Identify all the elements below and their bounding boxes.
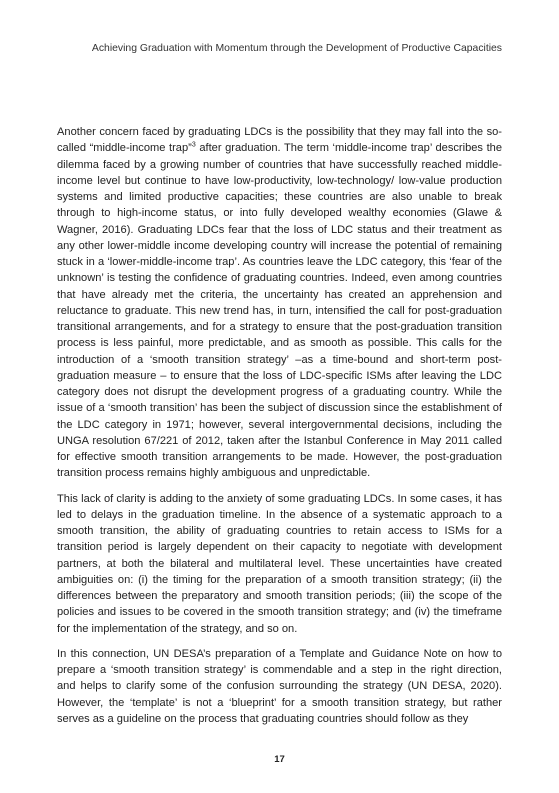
page-number: 17	[274, 754, 285, 765]
paragraph-un-desa-template: In this connection, UN DESA’s preparation of a Template and Guidance Note on how to prepare a ‘smooth transition strategy’ is commendable and a step in the right direction, and helps to clarify some of the confusion surrounding the strategy (UN DESA, 2020). However, the ‘template’ is not a ‘blueprint’ for a smooth transition strategy, but rather serves as a guideline on the process that graduating countries should follow as they	[57, 647, 502, 725]
footnote-reference[interactable]: 3	[191, 141, 196, 149]
body-text	[57, 124, 502, 736]
paragraph-text-end: after graduation. The term ‘middle-income trap’ describes the dilemma faced by a growing number of countries that have successfully reached middle-income level but continue to have low-productivity, low-technology/ low-value production systems and limited productive capacities; these countries are also unable to break through to high-income status, or into fully developed wealthy economies (Glawe & Wagner, 2016). Graduating LDCs fear that the loss of LDC status and their treatment as any other lower-middle income developing country will increase the potential of remaining stuck in a ‘lower-middle-income trap’. As countries leave the LDC category, this ‘fear of the unknown’ is testing the confidence of graduating countries. Indeed, even among countries that have already met the criteria, the uncertainty has created an apprehension and reluctance to graduate. This new trend has, in turn, intensified the call for post-graduation transitional arrangements, and for a strategy to ensure that the post-graduation transition process is less painful, more predictable, and as smooth as possible. This calls for the introduction of a ‘smooth transition strategy’ –as a time-bound and short-term post-graduation measure – to ensure that the loss of LDC-specific ISMs after leaving the LDC category does not disrupt the development progress of a graduating country. While the issue of a ‘smooth transition’ has been the subject of discussion since the establishment of the LDC category in 1971; however, several intergovernmental decisions, including the UNGA resolution 67/221 of 2012, taken after the Istanbul Conference in May 2011 called for effective smooth transition arrangements to be made. However, the post-graduation transition process remains highly ambiguous and unpredictable.	[57, 142, 502, 480]
running-header: Achieving Graduation with Momentum through the Development of Productive Capacities	[91, 43, 502, 54]
paragraph-middle-income-trap	[57, 124, 502, 482]
paragraph-lack-of-clarity: This lack of clarity is adding to the anxiety of some graduating LDCs. In some cases, it has led to delays in the graduation timeline. In the absence of a systematic approach to a smooth transition, the ability of graduating countries to retain access to ISMs for a transition period is largely dependent on their capacity to negotiate with development partners, at both the bilateral and multilateral level. These uncertainties have created ambiguities on: (i) the timing for the preparation of a smooth transition strategy; (ii) the differences between the preparatory and smooth transition periods; (iii) the scope of the policies and issues to be covered in the smooth transition strategy; and (iv) the timeframe for the implementation of the strategy, and so on.	[57, 492, 502, 635]
paragraph-text-start: Another concern faced by graduating LDCs is the possibility that they may fall into the so-called “middle-income trap”	[57, 126, 502, 155]
